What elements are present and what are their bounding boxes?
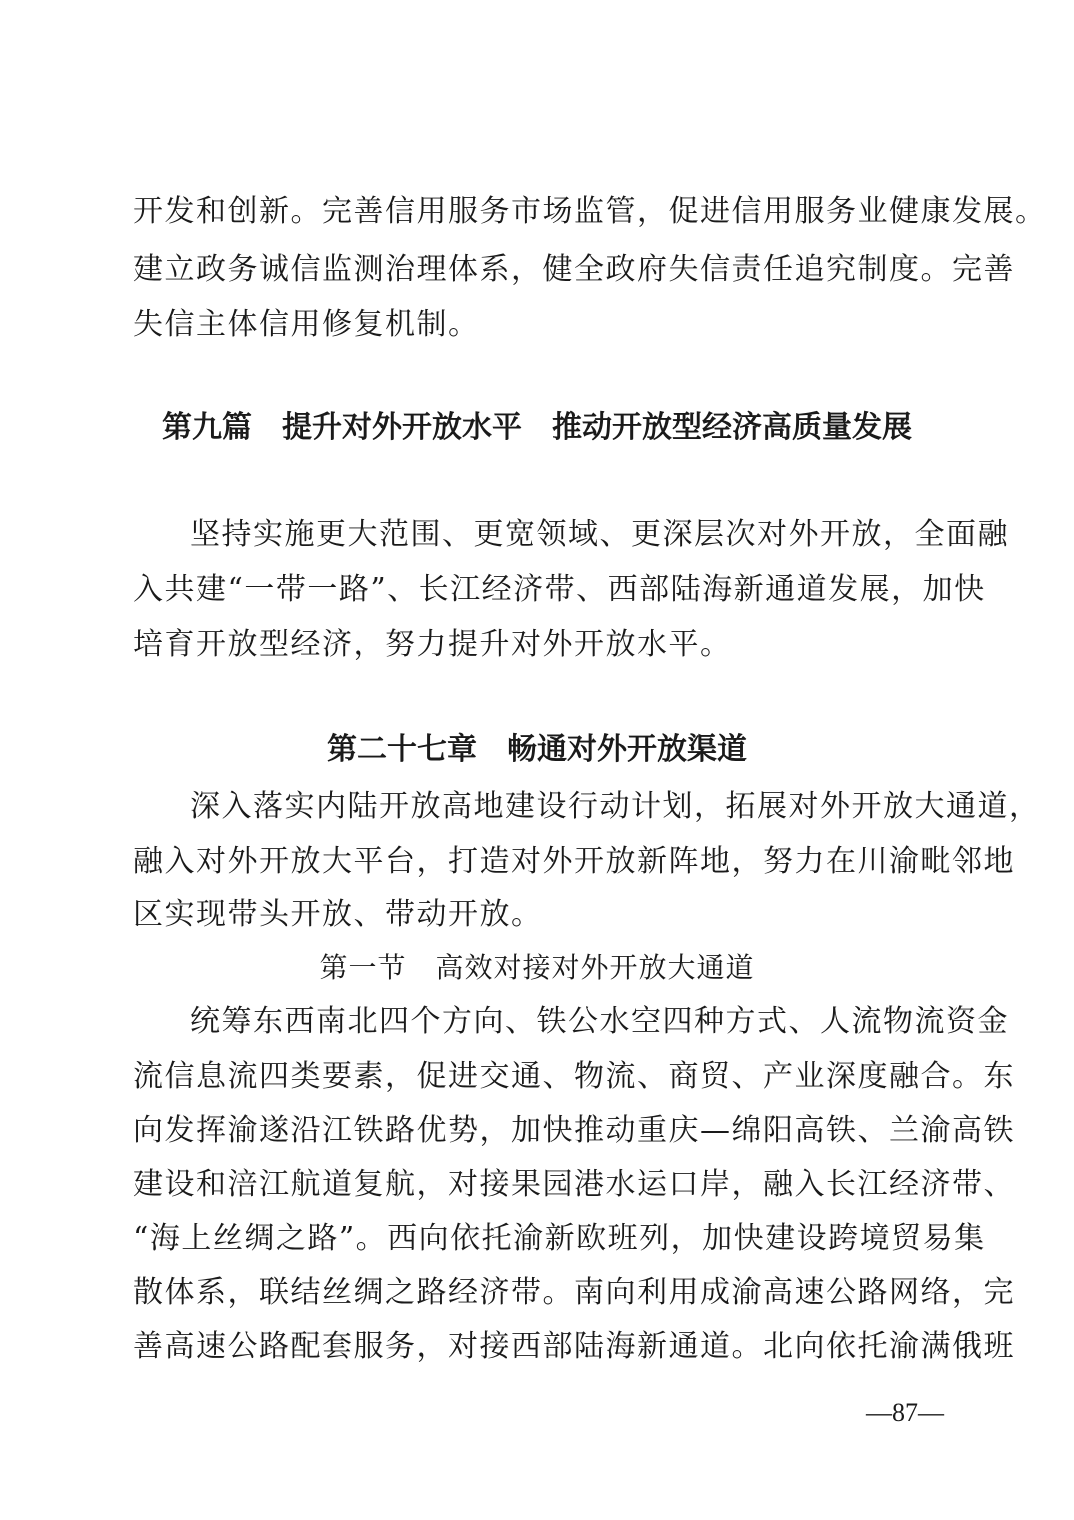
part-title: 第九篇 提升对外开放水平 推动开放型经济高质量发展: [162, 410, 912, 445]
section-paragraph-line-4: 建设和涪江航道复航，对接果园港水运口岸，融入长江经济带、: [133, 1167, 1015, 1202]
part-paragraph-line-3: 培育开放型经济，努力提升对外开放水平。: [133, 627, 732, 662]
chapter-title: 第二十七章 畅通对外开放渠道: [327, 732, 747, 767]
page-number: —87—: [866, 1398, 944, 1427]
intro-line-2: 建立政务诚信监测治理体系，健全政府失信责任追究制度。完善: [133, 252, 1015, 287]
part-paragraph-line-2: 入共建“一带一路”、长江经济带、西部陆海新通道发展，加快: [133, 572, 986, 607]
part-paragraph-line-1: 坚持实施更大范围、更宽领域、更深层次对外开放，全面融: [190, 517, 1009, 552]
section-paragraph-line-3: 向发挥渝遂沿江铁路优势，加快推动重庆—绵阳高铁、兰渝高铁: [133, 1113, 1015, 1148]
section-paragraph-line-2: 流信息流四类要素，促进交通、物流、商贸、产业深度融合。东: [133, 1059, 1015, 1094]
section-paragraph-line-7: 善高速公路配套服务，对接西部陆海新通道。北向依托渝满俄班: [133, 1329, 1015, 1364]
intro-line-1: 开发和创新。完善信用服务市场监管，促进信用服务业健康发展。: [133, 194, 1047, 229]
intro-line-3: 失信主体信用修复机制。: [133, 307, 480, 342]
section-paragraph-line-5: “海上丝绸之路”。西向依托渝新欧班列，加快建设跨境贸易集: [133, 1221, 986, 1256]
section-paragraph-line-6: 散体系，联结丝绸之路经济带。南向利用成渝高速公路网络，完: [133, 1275, 1015, 1310]
chapter-paragraph-line-1: 深入落实内陆开放高地建设行动计划，拓展对外开放大通道，: [190, 789, 1041, 824]
chapter-paragraph-line-2: 融入对外开放大平台，打造对外开放新阵地，努力在川渝毗邻地: [133, 844, 1015, 879]
section-paragraph-line-1: 统筹东西南北四个方向、铁公水空四种方式、人流物流资金: [190, 1004, 1009, 1039]
chapter-paragraph-line-3: 区实现带头开放、带动开放。: [133, 897, 543, 932]
section-title: 第一节 高效对接对外开放大通道: [319, 951, 755, 984]
